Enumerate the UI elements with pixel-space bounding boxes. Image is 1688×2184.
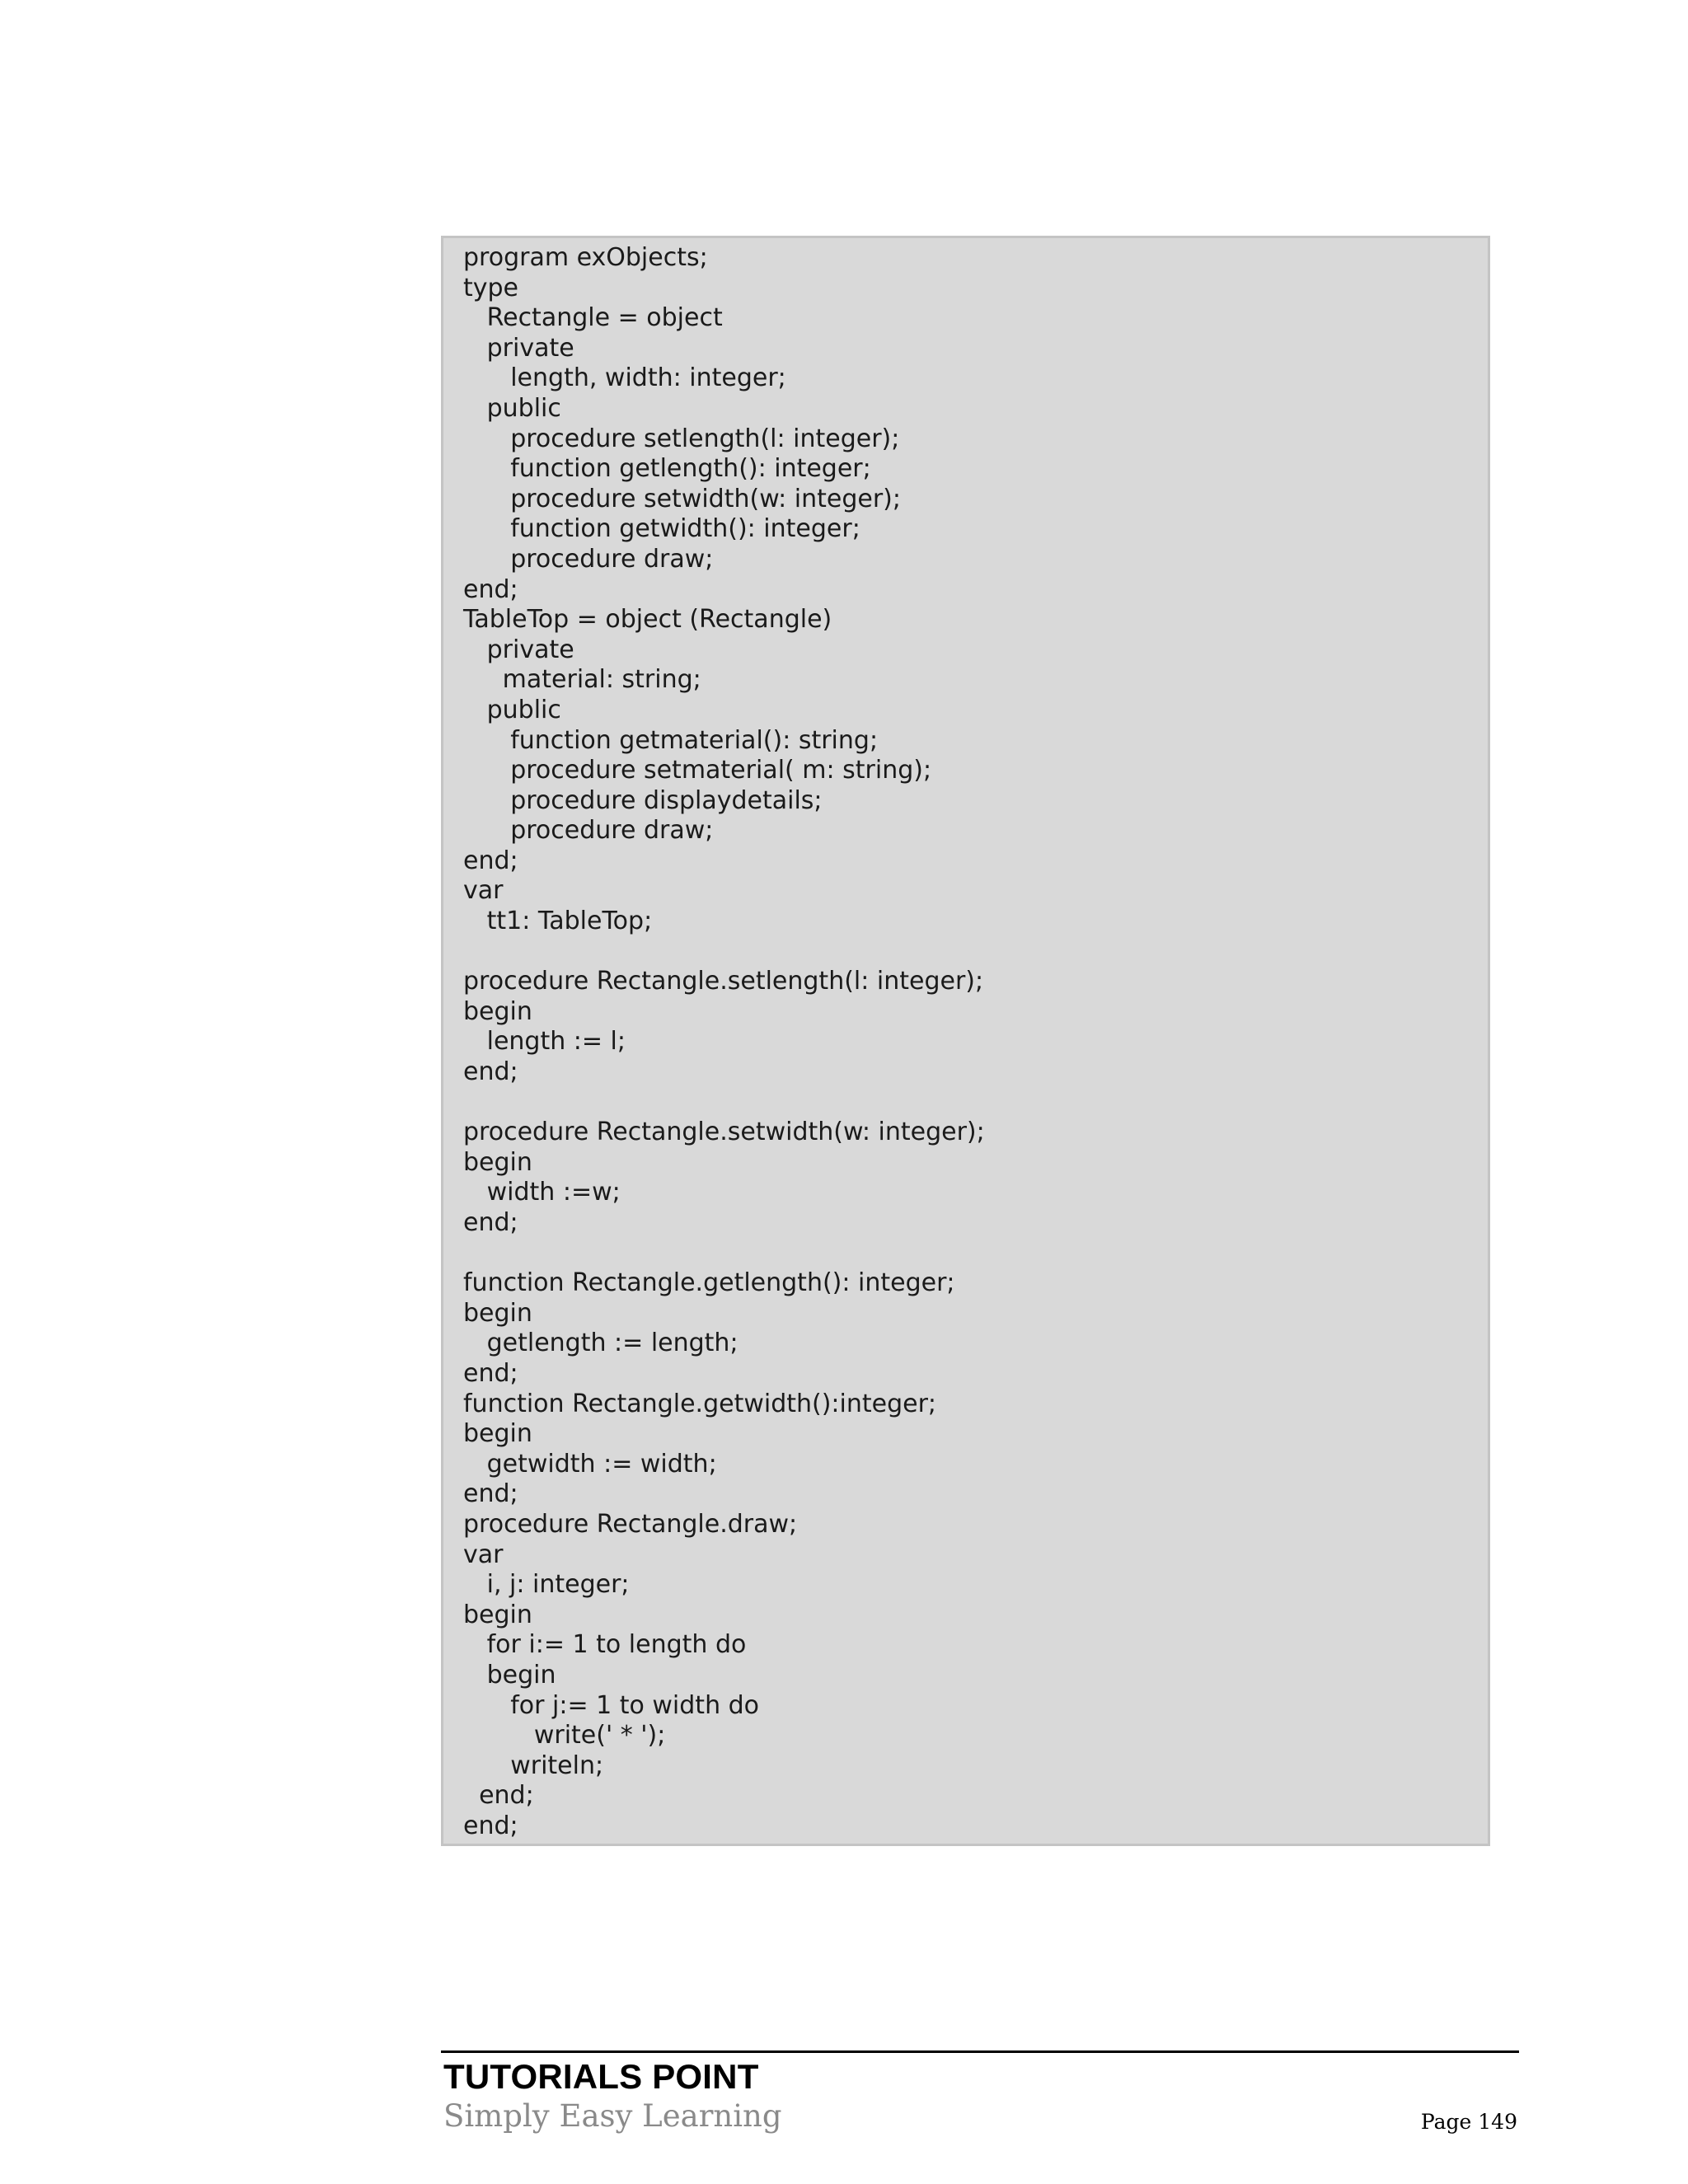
code-line: procedure Rectangle.setwidth(w: integer); xyxy=(463,1118,985,1147)
code-line: material: string; xyxy=(463,665,701,695)
code-line: for i:= 1 to length do xyxy=(463,1630,747,1660)
code-line: end; xyxy=(463,1811,518,1840)
code-line: type xyxy=(463,273,519,302)
code-line: begin xyxy=(463,1419,532,1449)
code-line xyxy=(463,1239,1488,1269)
code-line: end; xyxy=(463,1479,518,1509)
code-line: width :=w; xyxy=(463,1178,621,1207)
code-line: function getmaterial(): string; xyxy=(463,725,879,755)
code-line: Rectangle = object xyxy=(463,303,723,333)
code-line: function getlength(): integer; xyxy=(463,454,871,484)
code-line: private xyxy=(463,635,574,664)
code-line: for j:= 1 to width do xyxy=(463,1690,760,1720)
code-line: TableTop = object (Rectangle) xyxy=(463,605,832,635)
code-line: end; xyxy=(463,1781,534,1811)
code-line: function Rectangle.getwidth():integer; xyxy=(463,1389,937,1418)
code-lines xyxy=(463,238,1488,1841)
code-line: public xyxy=(463,393,561,423)
footer-divider xyxy=(441,2050,1519,2053)
code-line xyxy=(463,1088,1488,1118)
code-line: procedure Rectangle.draw; xyxy=(463,1509,798,1539)
code-block xyxy=(441,236,1490,1846)
code-line: function Rectangle.getlength(): integer; xyxy=(463,1268,955,1298)
code-line: procedure setmaterial( m: string); xyxy=(463,756,932,785)
code-line: length, width: integer; xyxy=(463,363,786,393)
code-line: function getwidth(): integer; xyxy=(463,514,860,544)
footer-tagline: Simply Easy Learning xyxy=(443,2098,782,2134)
code-line: procedure draw; xyxy=(463,544,714,574)
code-line: end; xyxy=(463,846,518,875)
code-line: var xyxy=(463,876,504,906)
code-line: procedure draw; xyxy=(463,816,714,846)
code-line: i, j: integer; xyxy=(463,1570,630,1600)
code-line: end; xyxy=(463,1057,518,1087)
page-number: Page 149 xyxy=(1420,2110,1517,2134)
footer-brand: TUTORIALS POINT xyxy=(443,2057,759,2096)
code-line: write(' * '); xyxy=(463,1721,666,1750)
code-line: end; xyxy=(463,1358,518,1388)
code-line: procedure setwidth(w: integer); xyxy=(463,484,901,513)
code-line: begin xyxy=(463,1600,532,1629)
code-line: length := l; xyxy=(463,1027,626,1057)
code-line: program exObjects; xyxy=(463,243,708,272)
code-line xyxy=(463,937,1488,968)
code-line: end; xyxy=(463,1208,518,1237)
code-line: tt1: TableTop; xyxy=(463,907,653,936)
code-line: begin xyxy=(463,996,532,1026)
code-line: writeln; xyxy=(463,1750,604,1780)
code-line: procedure setlength(l: integer); xyxy=(463,424,900,453)
code-line: end; xyxy=(463,574,518,604)
code-line: procedure displaydetails; xyxy=(463,785,823,815)
code-line: begin xyxy=(463,1660,556,1690)
code-line: procedure Rectangle.setlength(l: integer); xyxy=(463,967,984,996)
code-line: var xyxy=(463,1540,504,1569)
code-line: getwidth := width; xyxy=(463,1449,717,1479)
code-line: begin xyxy=(463,1147,532,1177)
code-line: public xyxy=(463,695,561,724)
code-line: begin xyxy=(463,1298,532,1328)
code-line: getlength := length; xyxy=(463,1329,738,1358)
code-line: private xyxy=(463,333,574,363)
